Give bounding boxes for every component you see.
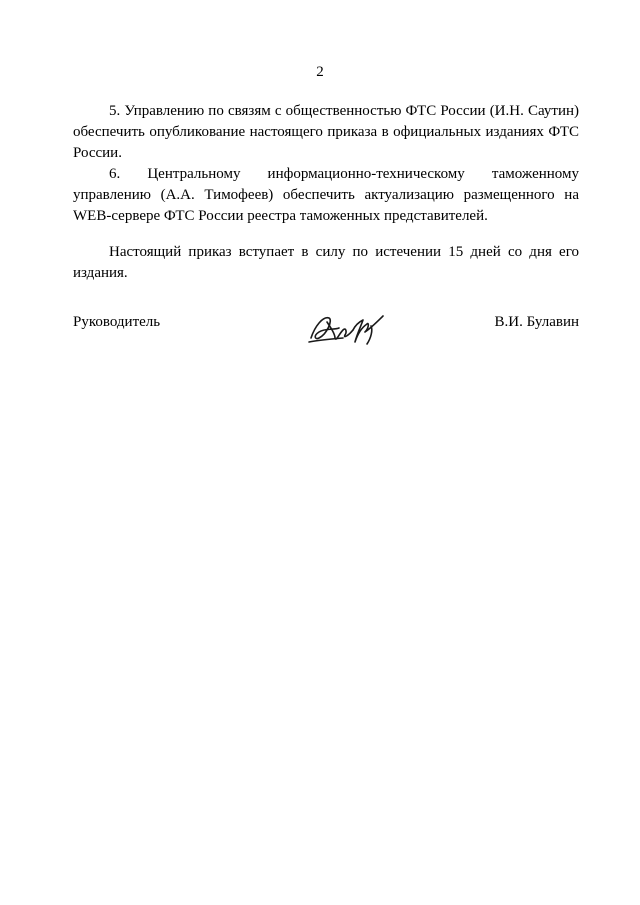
page-number: 2 (316, 64, 324, 80)
paragraph-text: 5. Управлению по связям с общественностью ФТС России (И.Н. Саутин) обеспечить опубликование настоящего приказа в официальных изданиях ФТС России. (73, 103, 579, 161)
paragraph-text: Настоящий приказ вступает в силу по истечении 15 дней со дня его издания. (73, 244, 579, 281)
paragraph-effective-date (73, 242, 579, 284)
signatory-name: В.И. Булавин (494, 314, 579, 330)
paragraph-item-5 (73, 101, 579, 164)
signature-block (73, 308, 579, 348)
paragraph-item-6 (73, 164, 579, 227)
signatory-title: Руководитель (73, 314, 161, 330)
paragraph-text: 6. Центральному информационно-техническому таможенному управлению (А.А. Тимофеев) обеспечить актуализацию размещенного на WEB-сервере ФТС России реестра таможенных представителей. (73, 166, 579, 224)
handwritten-signature-icon (305, 308, 391, 348)
